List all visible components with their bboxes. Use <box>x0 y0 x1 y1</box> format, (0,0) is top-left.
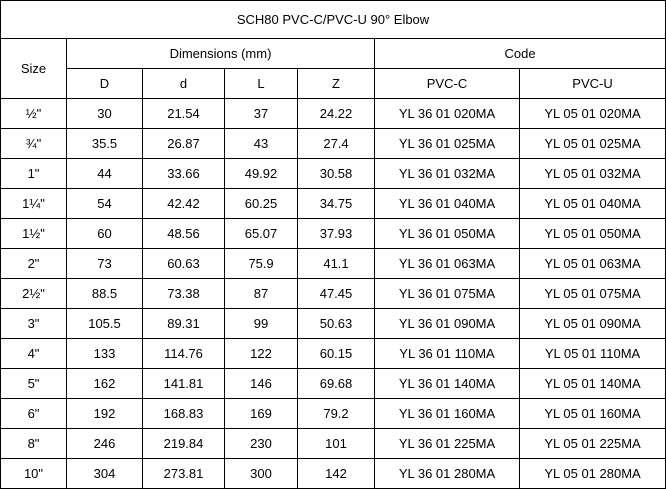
d-cell: 33.66 <box>143 159 225 189</box>
pvc-u-code-cell: YL 05 01 032MA <box>520 159 666 189</box>
D-cell: 162 <box>67 369 143 399</box>
d-cell: 219.84 <box>143 429 225 459</box>
D-cell: 54 <box>67 189 143 219</box>
size-cell: 3" <box>1 309 67 339</box>
Z-cell: 60.15 <box>298 339 375 369</box>
pvc-u-code-cell: YL 05 01 050MA <box>520 219 666 249</box>
table-row <box>1 309 666 339</box>
size-cell: 4" <box>1 339 67 369</box>
size-cell: 10" <box>1 459 67 489</box>
header-L: L <box>225 69 298 99</box>
pvc-c-code-cell: YL 36 01 140MA <box>375 369 520 399</box>
d-cell: 73.38 <box>143 279 225 309</box>
D-cell: 30 <box>67 99 143 129</box>
pvc-u-code-cell: YL 05 01 025MA <box>520 129 666 159</box>
Z-cell: 34.75 <box>298 189 375 219</box>
pvc-u-code-cell: YL 05 01 075MA <box>520 279 666 309</box>
table-row <box>1 339 666 369</box>
table-row <box>1 459 666 489</box>
Z-cell: 69.68 <box>298 369 375 399</box>
pvc-u-code-cell: YL 05 01 110MA <box>520 339 666 369</box>
table-row <box>1 99 666 129</box>
header-pvc-c: PVC-C <box>375 69 520 99</box>
Z-cell: 47.45 <box>298 279 375 309</box>
d-cell: 21.54 <box>143 99 225 129</box>
title-row <box>1 1 666 39</box>
table-row <box>1 219 666 249</box>
L-cell: 300 <box>225 459 298 489</box>
L-cell: 122 <box>225 339 298 369</box>
pvc-u-code-cell: YL 05 01 040MA <box>520 189 666 219</box>
Z-cell: 50.63 <box>298 309 375 339</box>
pvc-u-code-cell: YL 05 01 140MA <box>520 369 666 399</box>
pvc-c-code-cell: YL 36 01 160MA <box>375 399 520 429</box>
pvc-c-code-cell: YL 36 01 280MA <box>375 459 520 489</box>
L-cell: 87 <box>225 279 298 309</box>
d-cell: 273.81 <box>143 459 225 489</box>
pvc-u-code-cell: YL 05 01 280MA <box>520 459 666 489</box>
D-cell: 105.5 <box>67 309 143 339</box>
L-cell: 49.92 <box>225 159 298 189</box>
d-cell: 48.56 <box>143 219 225 249</box>
pvc-u-code-cell: YL 05 01 063MA <box>520 249 666 279</box>
pvc-u-code-cell: YL 05 01 090MA <box>520 309 666 339</box>
pvc-c-code-cell: YL 36 01 110MA <box>375 339 520 369</box>
header-column-row <box>1 69 666 99</box>
table-row <box>1 279 666 309</box>
D-cell: 304 <box>67 459 143 489</box>
table-row <box>1 129 666 159</box>
D-cell: 44 <box>67 159 143 189</box>
d-cell: 114.76 <box>143 339 225 369</box>
L-cell: 43 <box>225 129 298 159</box>
pvc-u-code-cell: YL 05 01 160MA <box>520 399 666 429</box>
L-cell: 37 <box>225 99 298 129</box>
Z-cell: 24.22 <box>298 99 375 129</box>
size-cell: 5" <box>1 369 67 399</box>
d-cell: 141.81 <box>143 369 225 399</box>
size-cell: 2½" <box>1 279 67 309</box>
header-code: Code <box>375 39 666 69</box>
d-cell: 89.31 <box>143 309 225 339</box>
pvc-u-code-cell: YL 05 01 225MA <box>520 429 666 459</box>
pvc-c-code-cell: YL 36 01 075MA <box>375 279 520 309</box>
table-body <box>1 99 666 489</box>
D-cell: 88.5 <box>67 279 143 309</box>
d-cell: 26.87 <box>143 129 225 159</box>
Z-cell: 142 <box>298 459 375 489</box>
L-cell: 146 <box>225 369 298 399</box>
header-size: Size <box>1 39 67 99</box>
pvc-c-code-cell: YL 36 01 063MA <box>375 249 520 279</box>
Z-cell: 37.93 <box>298 219 375 249</box>
Z-cell: 41.1 <box>298 249 375 279</box>
header-Z: Z <box>298 69 375 99</box>
table-row <box>1 429 666 459</box>
D-cell: 35.5 <box>67 129 143 159</box>
size-cell: 1¼" <box>1 189 67 219</box>
header-group-row <box>1 39 666 69</box>
header-dimensions: Dimensions (mm) <box>67 39 375 69</box>
D-cell: 133 <box>67 339 143 369</box>
table-row <box>1 369 666 399</box>
pvc-c-code-cell: YL 36 01 020MA <box>375 99 520 129</box>
table-row <box>1 249 666 279</box>
D-cell: 246 <box>67 429 143 459</box>
d-cell: 168.83 <box>143 399 225 429</box>
pvc-c-code-cell: YL 36 01 225MA <box>375 429 520 459</box>
L-cell: 75.9 <box>225 249 298 279</box>
size-cell: 1½" <box>1 219 67 249</box>
table-title: SCH80 PVC-C/PVC-U 90° Elbow <box>1 1 666 39</box>
Z-cell: 79.2 <box>298 399 375 429</box>
D-cell: 73 <box>67 249 143 279</box>
pvc-c-code-cell: YL 36 01 050MA <box>375 219 520 249</box>
L-cell: 65.07 <box>225 219 298 249</box>
header-D: D <box>67 69 143 99</box>
pvc-c-code-cell: YL 36 01 032MA <box>375 159 520 189</box>
table-row <box>1 189 666 219</box>
L-cell: 60.25 <box>225 189 298 219</box>
pvc-c-code-cell: YL 36 01 025MA <box>375 129 520 159</box>
D-cell: 60 <box>67 219 143 249</box>
table-row <box>1 159 666 189</box>
d-cell: 60.63 <box>143 249 225 279</box>
table-row <box>1 399 666 429</box>
Z-cell: 30.58 <box>298 159 375 189</box>
size-cell: 8" <box>1 429 67 459</box>
D-cell: 192 <box>67 399 143 429</box>
L-cell: 99 <box>225 309 298 339</box>
d-cell: 42.42 <box>143 189 225 219</box>
size-cell: 1" <box>1 159 67 189</box>
header-pvc-u: PVC-U <box>520 69 666 99</box>
Z-cell: 27.4 <box>298 129 375 159</box>
pvc-c-code-cell: YL 36 01 040MA <box>375 189 520 219</box>
size-cell: 2" <box>1 249 67 279</box>
size-cell: ½" <box>1 99 67 129</box>
size-cell: ¾" <box>1 129 67 159</box>
pvc-c-code-cell: YL 36 01 090MA <box>375 309 520 339</box>
header-d: d <box>143 69 225 99</box>
L-cell: 230 <box>225 429 298 459</box>
L-cell: 169 <box>225 399 298 429</box>
pvc-u-code-cell: YL 05 01 020MA <box>520 99 666 129</box>
size-cell: 6" <box>1 399 67 429</box>
Z-cell: 101 <box>298 429 375 459</box>
